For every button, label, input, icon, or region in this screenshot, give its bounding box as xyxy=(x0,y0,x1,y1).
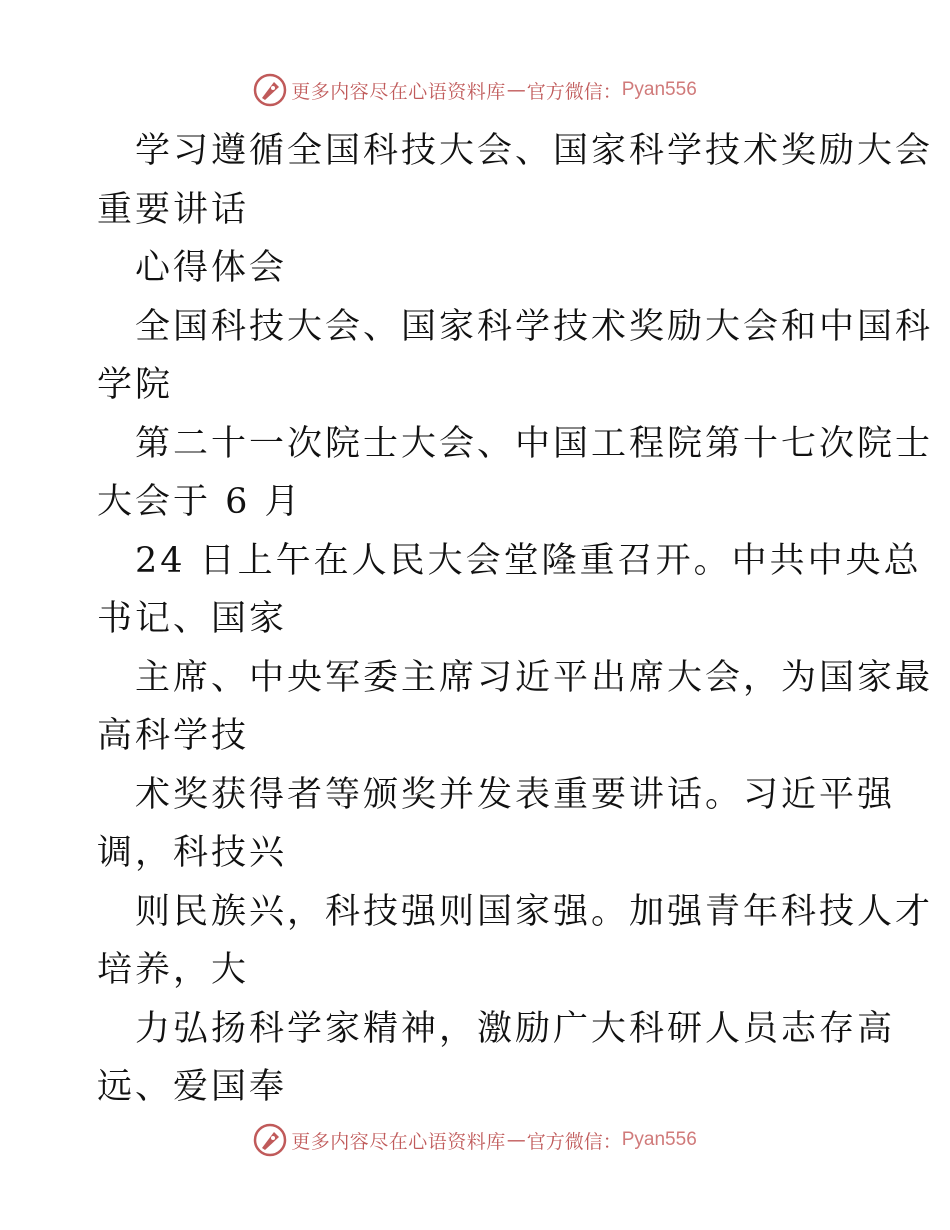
pen-nib-logo-icon xyxy=(253,1123,287,1157)
banner-separator: — xyxy=(506,1129,526,1151)
banner-wechat-label: 官方微信： xyxy=(526,1130,622,1153)
banner-wechat-label: 官方微信： xyxy=(526,80,622,103)
text-line: 力弘扬科学家精神，激励广大科研人员志存高 xyxy=(135,1008,896,1049)
banner-text: 更多内容尽在心语资料库 xyxy=(291,1130,506,1153)
text-line: 培养，大 xyxy=(97,950,250,990)
text-line: 主席、中央军委主席习近平出席大会，为国家最 xyxy=(135,657,934,698)
banner-separator: — xyxy=(506,79,526,101)
text-line: 全国科技大会、国家科学技术奖励大会和中国科 xyxy=(135,306,934,347)
header-banner xyxy=(0,70,950,110)
text-line: 24 日上午在人民大会堂隆重召开。中共中央总 xyxy=(135,540,922,581)
footer-banner xyxy=(0,1120,950,1160)
text-line: 则民族兴，科技强则国家强。加强青年科技人才 xyxy=(135,891,934,932)
text-line: 调，科技兴 xyxy=(97,833,288,873)
text-line: 学院 xyxy=(97,365,174,405)
text-line: 学习遵循全国科技大会、国家科学技术奖励大会 xyxy=(135,131,934,171)
text-line: 高科学技 xyxy=(97,716,250,756)
text-line: 远、爱国奉 xyxy=(97,1067,288,1107)
text-line: 大会于 6 月 xyxy=(97,482,303,522)
banner-wechat-id: Pyan556 xyxy=(621,1129,697,1150)
banner-wechat-id: Pyan556 xyxy=(621,79,697,100)
text-line: 重要讲话 xyxy=(97,189,250,230)
text-line: 术奖获得者等颁奖并发表重要讲话。习近平强 xyxy=(135,774,896,815)
document-body xyxy=(97,122,934,1117)
pen-nib-logo-icon xyxy=(253,73,287,107)
text-line: 心得体会 xyxy=(135,248,288,288)
text-line: 第二十一次院士大会、中国工程院第十七次院士 xyxy=(135,423,934,464)
text-line: 书记、国家 xyxy=(97,599,288,639)
banner-text: 更多内容尽在心语资料库 xyxy=(291,80,506,103)
